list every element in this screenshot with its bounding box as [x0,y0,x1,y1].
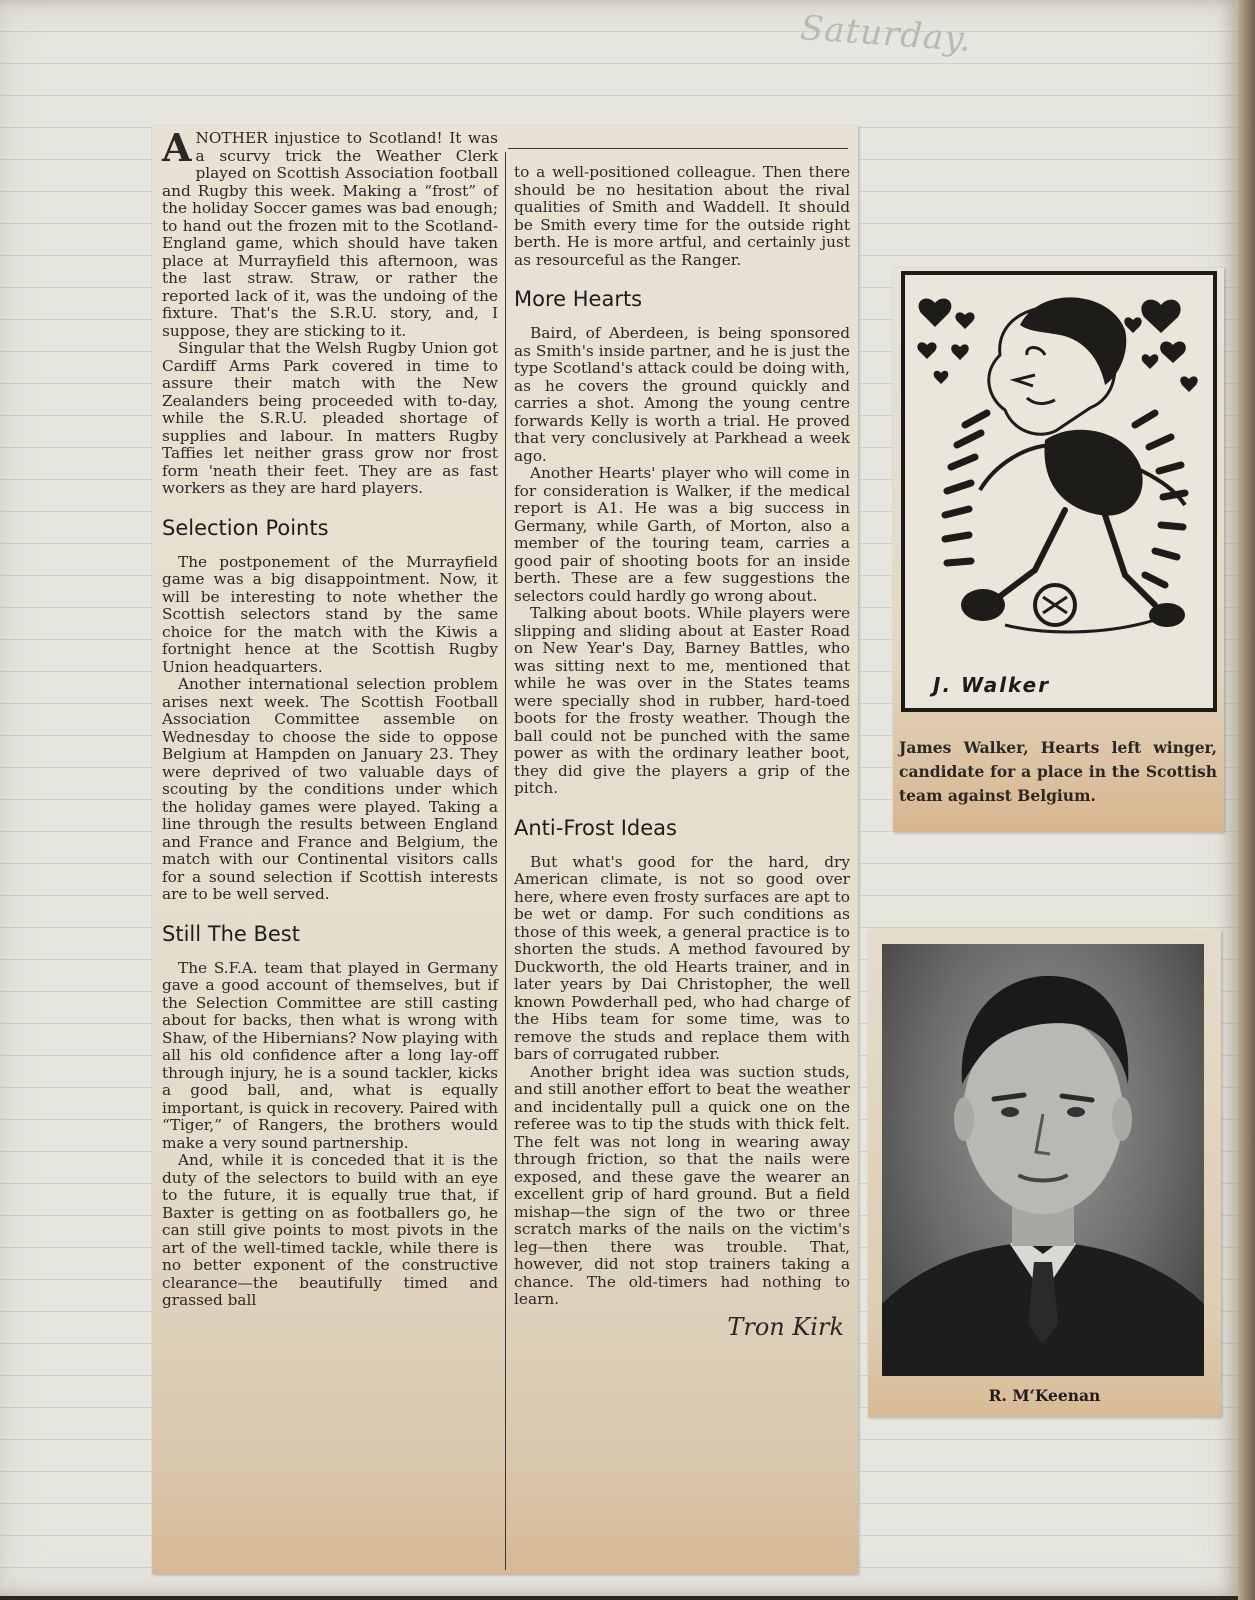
page-edge [1238,0,1255,1600]
cartoon-caption: James Walker, Hearts left winger, candidate for a place in the Scottish team against Belgium. [899,738,1217,805]
paragraph-suction-studs: Another bright idea was suction studs, and still another effort to beat the weather and incidentally pull a quick one on the referee was to tip the studs with thick felt. The felt was not long in wearing away through friction, so that the nails were exposed, and these gave the wearer an excellent grip of hard ground. But a field mishap—the sign of the two or three scratch marks of the nails on the victim's leg—then there was trouble. That, however, did not stop trainers taking a chance. The old-timers had nothing to learn. [514,1062,850,1308]
article-column-1 [162,126,498,1310]
paragraph-international-selection: Another international selection problem arises next week. The Scottish Football Association Committee assemble on Wednesday to choose the side to oppose Belgium at Hampden on January 23. They were deprived of two valuable days of scouting by the conditions under which the holiday games were played. Taking a line through the results between England and France and France and Belgium, the match with our Continental visitors calls for a sound selection if Scottish interests are to be well served. [162,675,498,903]
cartoon-clipping [893,268,1224,832]
photo-clipping [868,930,1221,1417]
heading-still-the-best: Still The Best [162,921,300,946]
portrait-photo [882,944,1204,1376]
byline: Tron Kirk [727,1312,844,1341]
column-rule [505,152,506,1570]
paragraph-baird: Baird, of Aberdeen, is being sponsored as Smith's inside partner, and he is just the type Scotland's attack could be doing with, as he covers the ground quickly and carries a shot. Among the young centre forwards Kelly is worth a trial. He proved that very conclusively at Parkhead a week ago. [514,324,850,465]
paragraph-baxter: And, while it is conceded that it is the duty of the selectors to build with an eye to the future, it is equally true that, if Baxter is getting on as footballers go, he can still give points to most pivots in the art of the well-timed tackle, while there is no better exponent of the constructive clearance—the beautifully timed and grassed ball [162,1151,498,1309]
paragraph-walker: Another Hearts' player who will come in for consideration is Walker, if the medical report is A1. He was a big success in Germany, while Garth, of Morton, also a member of the touring team, carries a good pair of shooting boots for an inside berth. These are a few suggestions the selectors could hardly go wrong about. [514,464,850,605]
article-column-2 [514,126,850,1341]
lead-paragraph [162,125,498,340]
paragraph-sfa-team: The S.F.A. team that played in Germany gave a good account of themselves, but if the Selection Committee are still casting about for backs, then what is wrong with Shaw, of the Hibernians? Now playing with all his old confidence after a long lay-off through injury, he is a sound tackler, kicks a good ball, and, what is equally important, is quick in recovery. Paired with “Tiger,” of Rangers, the brothers would make a very sound partnership. [162,958,498,1152]
portrait-figure [882,944,1204,1376]
artist-signature: J. Walker [933,673,1051,697]
paragraph-welsh-rugby: Singular that the Welsh Rugby Union got Cardiff Arms Park covered in time to assure their match with the New Zealanders being proceeded with to-day, while the S.R.U. pleaded shortage of supplies and labour. In matters Rugby Taffies let neither grass grow nor frost form 'neath their feet. They are as fast workers as they are hard players. [162,339,498,497]
article-clipping [152,126,858,1574]
cartoon-footballer-drawing [905,275,1213,708]
heading-selection-points: Selection Points [162,515,329,540]
paragraph-postponement: The postponement of the Murrayfield game was a big disappointment. Now, it will be interesting to note whether the Scottish selectors stand by the same choice for the match with the Kiwis a fortnight hence at the Scottish Rugby Union headquarters. [162,552,498,676]
drop-cap: A [162,125,192,170]
cartoon-frame [901,271,1217,712]
lead-text: NOTHER injustice to Scotland! It was a scurvy trick the Weather Clerk played on Scottish Association football and Rugby this week. Making a “frost” of the holiday Soccer games was bad enough; to hand out the frozen mit to the Scotland-England game, which should have taken place at Murrayfield this afternoon, was the last straw. Straw, or rather the reported lack of it, was the undoing of the fixture. That's the S.R.U. story, and, I suppose, they are sticking to it. [162,129,498,340]
heading-more-hearts: More Hearts [514,287,643,311]
paragraph-continuation: to a well-positioned colleague. Then there should be no hesitation about the rival qualities of Smith and Waddell. It should be Smith every time for the outside right berth. He is more artful, and certainly just as resourceful as the Ranger. [514,163,850,269]
handwritten-note: Saturday. [798,8,974,60]
paragraph-american-climate: But what's good for the hard, dry American climate, is not so good over here, where even frosty surfaces are apt to be wet or damp. For such conditions as those of this week, a general practice is to shorten the studs. A method favoured by Duckworth, the old Hearts trainer, and in later years by Dai Christopher, the well known Powderhall ped, who had charge of the Hibs team for some time, was to remove the studs and replace them with bars of corrugated rubber. [514,852,850,1063]
heading-anti-frost-ideas: Anti-Frost Ideas [514,815,677,840]
paragraph-boots: Talking about boots. While players were slipping and sliding about at Easter Road on New Year's Day, Barney Battles, who was sitting next to me, mentioned that while he was over in the States teams were specially shod in rubber, hard-toed boots for the frosty weather. Though the ball could not be punched with the same power as with the ordinary leather boot, they did give the players a grip of the pitch. [514,604,850,797]
photo-caption: R. M‘Keenan [988,1386,1101,1405]
